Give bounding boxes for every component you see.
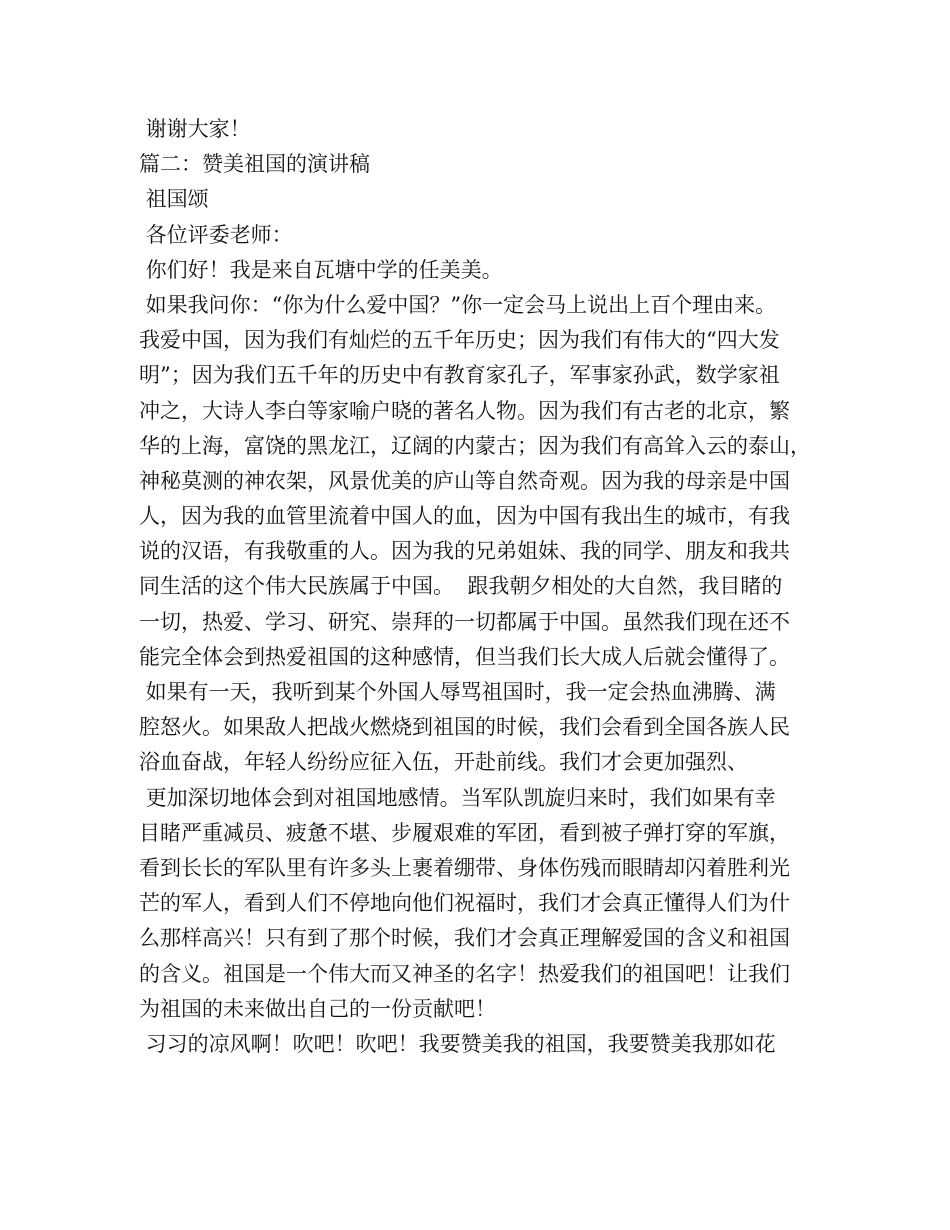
paragraph-line: 芒的军人，看到人们不停地向他们祝福时，我们才会真正懂得人们为什 [139, 891, 790, 916]
paragraph-line: 更加深切地体会到对祖国地感情。当军队凯旋归来时，我们如果有幸 [139, 785, 776, 810]
salutation: 各位评委老师： [139, 222, 293, 247]
paragraph-line: 同生活的这个伟大民族属于中国。 跟我朝夕相处的大自然，我目睹的 [139, 574, 783, 599]
section-title: 篇二：赞美祖国的演讲稿 [139, 152, 370, 177]
paragraph-line: 神秘莫测的神农架，风景优美的庐山等自然奇观。因为我的母亲是中国 [139, 468, 790, 493]
paragraph-line: 习习的凉风啊！吹吧！吹吧！我要赞美我的祖国，我要赞美我那如花 [139, 1031, 776, 1056]
paragraph-line: 如果我问你：“你为什么爱中国？”你一定会马上说出上百个理由来。 [139, 292, 777, 317]
document-body [139, 112, 829, 1062]
paragraph-line: 说的汉语，有我敬重的人。因为我的兄弟姐妹、我的同学、朋友和我共 [139, 539, 790, 564]
speech-title: 祖国颂 [139, 187, 209, 212]
paragraph-line: 我爱中国，因为我们有灿烂的五千年历史；因为我们有伟大的“四大发 [139, 328, 780, 353]
paragraph-line: 为祖国的未来做出自己的一份贡献吧！ [139, 996, 496, 1021]
paragraph-line: 能完全体会到热爱祖国的这种感情，但当我们长大成人后就会懂得了。 [139, 644, 790, 669]
paragraph-line: 么那样高兴！只有到了那个时候，我们才会真正理解爱国的含义和祖国 [139, 926, 790, 951]
greeting-line: 你们好！我是来自瓦塘中学的任美美。 [139, 257, 503, 282]
paragraph-line: 目睹严重减员、疲惫不堪、步履艰难的军团，看到被子弹打穿的军旗， [139, 820, 790, 845]
paragraph-line: 腔怒火。如果敌人把战火燃烧到祖国的时候，我们会看到全国各族人民 [139, 715, 790, 740]
paragraph-line: 看到长长的军队里有许多头上裹着绷带、身体伤残而眼睛却闪着胜利光 [139, 855, 790, 880]
paragraph-line: 明”；因为我们五千年的历史中有教育家孔子，军事家孙武，数学家祖 [139, 363, 780, 388]
paragraph-line: 的含义。祖国是一个伟大而又神圣的名字！热爱我们的祖国吧！让我们 [139, 961, 790, 986]
paragraph-line: 一切，热爱、学习、研究、崇拜的一切都属于中国。虽然我们现在还不 [139, 609, 790, 634]
text-line-1: 谢谢大家！ [139, 117, 251, 141]
paragraph-line: 浴血奋战，年轻人纷纷应征入伍，开赴前线。我们才会更加强烈、 [139, 750, 748, 775]
paragraph-line: 华的上海，富饶的黑龙江，辽阔的内蒙古；因为我们有高耸入云的泰山， [139, 433, 811, 458]
paragraph-line: 如果有一天，我听到某个外国人辱骂祖国时，我一定会热血沸腾、满 [139, 680, 776, 704]
paragraph-line: 人，因为我的血管里流着中国人的血，因为中国有我出生的城市，有我 [139, 504, 790, 529]
paragraph-line: 冲之，大诗人李白等家喻户晓的著名人物。因为我们有古老的北京，繁 [139, 398, 790, 423]
